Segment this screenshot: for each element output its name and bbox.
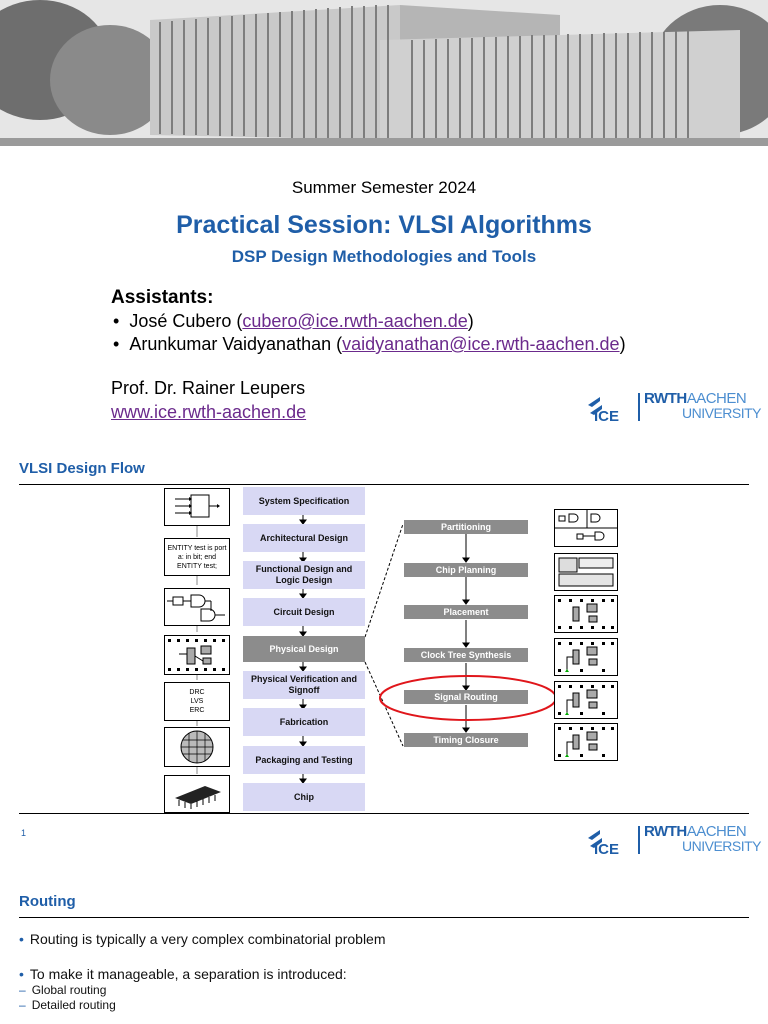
page-title: Practical Session: VLSI Algorithms bbox=[176, 211, 592, 239]
professor-name: Prof. Dr. Rainer Leupers bbox=[111, 378, 306, 398]
entity-code-icon: ENTITY test is port a: in bit; end ENTITY test; bbox=[164, 538, 230, 576]
assistant-email-link[interactable]: vaidyanathan@ice.rwth-aachen.de bbox=[342, 334, 620, 354]
university-wordmark: UNIVERSITY bbox=[682, 838, 762, 854]
dash-icon: – bbox=[19, 983, 26, 997]
flow-step-functional-logic-design: Functional Design and Logic Design bbox=[243, 561, 365, 589]
close-paren: ) bbox=[619, 334, 626, 354]
assistant-name: José Cubero ( bbox=[129, 311, 243, 331]
dash-icon: – bbox=[19, 998, 26, 1012]
physical-step-partitioning: Partitioning bbox=[404, 520, 528, 534]
logo-separator bbox=[638, 393, 640, 421]
flow-step-fabrication: Fabrication bbox=[243, 708, 365, 736]
flow-step-architectural-design: Architectural Design bbox=[243, 524, 365, 552]
bullet-item: • Routing is typically a very complex combinatorial problem bbox=[19, 931, 386, 947]
physical-step-signal-routing: Signal Routing bbox=[404, 690, 528, 704]
bullet-icon: • bbox=[19, 966, 24, 982]
bullet-icon: • bbox=[19, 931, 24, 947]
assistant-item bbox=[113, 311, 474, 332]
assistant-name: Arunkumar Vaidyanathan ( bbox=[129, 334, 343, 354]
logic-gates-icon bbox=[164, 588, 230, 626]
header-building-photo bbox=[0, 0, 768, 146]
footer-divider bbox=[19, 813, 749, 814]
assistants-heading: Assistants: bbox=[111, 287, 214, 308]
clock-tree-icon bbox=[554, 638, 618, 676]
heading-divider bbox=[19, 917, 749, 918]
assistant-email-link[interactable]: cubero@ice.rwth-aachen.de bbox=[242, 311, 468, 331]
svg-text:ICE: ICE bbox=[594, 841, 620, 856]
bullet-icon: • bbox=[113, 334, 130, 354]
floorplan-icon bbox=[554, 553, 618, 591]
university-wordmark: UNIVERSITY bbox=[682, 405, 762, 421]
timing-icon bbox=[554, 723, 618, 761]
svg-text:ICE: ICE bbox=[594, 408, 620, 423]
website-link[interactable]: www.ice.rwth-aachen.de bbox=[111, 402, 307, 422]
flow-step-circuit-design: Circuit Design bbox=[243, 598, 365, 626]
rwth-wordmark: RWTHAACHEN bbox=[644, 390, 747, 407]
ice-rwth-logo bbox=[586, 390, 762, 425]
sub-item: – Detailed routing bbox=[19, 998, 116, 1012]
ice-logo-icon bbox=[586, 393, 636, 423]
page-subtitle: DSP Design Methodologies and Tools bbox=[231, 247, 537, 266]
wafer-icon bbox=[164, 727, 230, 767]
building-illustration bbox=[0, 0, 768, 146]
partition-icon bbox=[554, 509, 618, 547]
flow-step-chip: Chip bbox=[243, 783, 365, 811]
flow-step-physical-verification: Physical Verification and Signoff bbox=[243, 671, 365, 699]
placement-icon bbox=[554, 595, 618, 633]
physical-step-clock-tree-synthesis: Clock Tree Synthesis bbox=[404, 648, 528, 662]
ice-rwth-logo bbox=[586, 823, 762, 858]
flow-step-packaging-testing: Packaging and Testing bbox=[243, 746, 365, 774]
section-heading-routing: Routing bbox=[19, 893, 76, 910]
sub-item: – Global routing bbox=[19, 983, 107, 997]
verification-list-icon: DRC LVS ERC bbox=[164, 682, 230, 721]
layout-icon bbox=[164, 635, 230, 675]
rwth-wordmark: RWTHAACHEN bbox=[644, 823, 747, 840]
signal-routing-highlight bbox=[376, 672, 560, 724]
section-heading-flow: VLSI Design Flow bbox=[19, 460, 145, 477]
bullet-item: • To make it manageable, a separation is introduced: bbox=[19, 966, 347, 982]
physical-step-timing-closure: Timing Closure bbox=[404, 733, 528, 747]
system-block-icon bbox=[164, 488, 230, 526]
flow-step-physical-design: Physical Design bbox=[243, 636, 365, 662]
semester-label: Summer Semester 2024 bbox=[291, 178, 477, 197]
bullet-icon: • bbox=[113, 311, 130, 331]
flow-step-system-specification: System Specification bbox=[243, 487, 365, 515]
close-paren: ) bbox=[467, 311, 474, 331]
physical-step-chip-planning: Chip Planning bbox=[404, 563, 528, 577]
ice-logo-icon bbox=[586, 826, 636, 856]
assistant-item bbox=[113, 334, 626, 355]
page-number: 1 bbox=[21, 828, 27, 838]
chip-package-icon bbox=[164, 775, 230, 813]
routing-icon bbox=[554, 681, 618, 719]
logo-separator bbox=[638, 826, 640, 854]
physical-step-placement: Placement bbox=[404, 605, 528, 619]
